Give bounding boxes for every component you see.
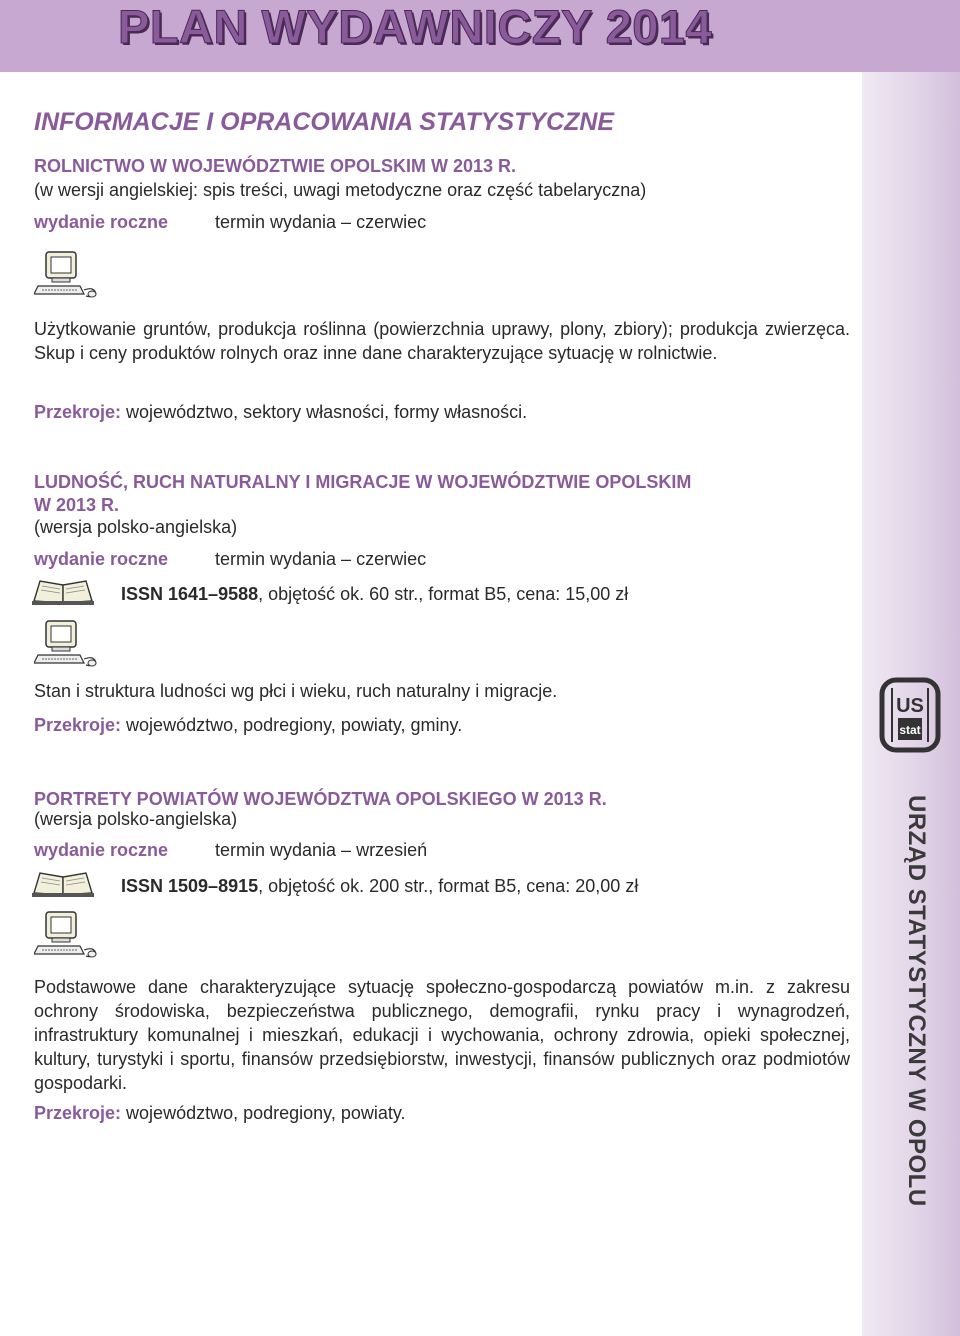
computer-icon xyxy=(34,619,100,669)
pub1-przekroje-value: województwo, sektory własności, formy własności. xyxy=(121,402,528,422)
section-heading: INFORMACJE I OPRACOWANIA STATYSTYCZNE xyxy=(34,108,615,136)
book-icon xyxy=(30,577,96,607)
pub2-subtitle: (wersja polsko-angielska) xyxy=(34,517,238,537)
pub2-edition: wydanie roczne xyxy=(34,549,169,569)
pub3-przekroje-value: województwo, podregiony, powiaty. xyxy=(121,1103,406,1123)
pub2-title-line1: LUDNOŚĆ, RUCH NATURALNY I MIGRACJE W WOJEWÓDZTWIE OPOLSKIM xyxy=(34,472,692,492)
pub2-description: Stan i struktura ludności wg płci i wieku, ruch naturalny i migracje. xyxy=(34,681,558,701)
pub3-term: termin wydania – wrzesień xyxy=(215,840,428,860)
sidebar-vertical-text: URZĄD STATYSTYCZNY W OPOLU xyxy=(903,795,930,1207)
computer-icon xyxy=(34,910,100,960)
pub1-subtitle: (w wersji angielskiej: spis treści, uwagi metodyczne oraz część tabelaryczna) xyxy=(34,180,647,200)
pub3-przekroje xyxy=(34,1101,406,1125)
pub1-edition: wydanie roczne xyxy=(34,212,169,232)
us-logo-icon xyxy=(878,676,942,754)
pub1-description: Użytkowanie gruntów, produkcja roślinna (powierzchnia uprawy, plony, zbiory); produkcja zwierzęca. Skup i ceny produktów rolnych oraz inne dane charakteryzujące sytuację w rolnictwie. xyxy=(34,319,850,363)
pub1-przekroje xyxy=(34,400,527,424)
pub2-term: termin wydania – czerwiec xyxy=(215,549,427,569)
pub2-details: , objętość ok. 60 str., format B5, cena: 15,00 zł xyxy=(258,584,629,604)
pub2-przekroje-label: Przekroje: xyxy=(34,715,122,735)
pub3-description: Podstawowe dane charakteryzujące sytuację społeczno-gospodarczą powiatów m.in. z zakresu ochrony środowiska, bezpieczeństwa publicznego, demografii, rynku pracy i wynagrodzeń, infrastruktury komunalnej i mieszkań, edukacji i wychowania, ochrony zdrowia, opieki społecznej, kultury, turystyki i sportu, finansów przedsiębiorstw, inwestycji, finansów publicznych oraz podmiotów gospodarki. xyxy=(34,977,850,1093)
page-header xyxy=(0,0,960,72)
pub2-title-line2: W 2013 R. xyxy=(34,495,120,515)
pub3-edition: wydanie roczne xyxy=(34,840,169,860)
pub2-przekroje xyxy=(34,713,462,737)
pub1-przekroje-label: Przekroje: xyxy=(34,402,122,422)
pub2-issn: ISSN 1641–9588 xyxy=(121,584,259,604)
book-icon xyxy=(30,869,96,899)
pub1-title: ROLNICTWO W WOJEWÓDZTWIE OPOLSKIM W 2013 R. xyxy=(34,156,516,176)
pub3-subtitle: (wersja polsko-angielska) xyxy=(34,809,238,829)
svg-text:stat: stat xyxy=(899,723,921,737)
page-title: PLAN WYDAWNICZY 2014 xyxy=(118,0,713,53)
pub2-issn-line xyxy=(121,582,628,606)
pub3-details: , objętość ok. 200 str., format B5, cena: 20,00 zł xyxy=(258,876,639,896)
pub3-title: PORTRETY POWIATÓW WOJEWÓDZTWA OPOLSKIEGO W 2013 R. xyxy=(34,789,607,809)
logo-lettering: US xyxy=(896,695,924,717)
pub1-term: termin wydania – czerwiec xyxy=(215,212,427,232)
computer-icon xyxy=(34,250,100,300)
pub3-przekroje-label: Przekroje: xyxy=(34,1103,122,1123)
pub3-issn-line xyxy=(121,874,638,898)
pub3-issn: ISSN 1509–8915 xyxy=(121,876,259,896)
pub2-przekroje-value: województwo, podregiony, powiaty, gminy. xyxy=(121,715,463,735)
